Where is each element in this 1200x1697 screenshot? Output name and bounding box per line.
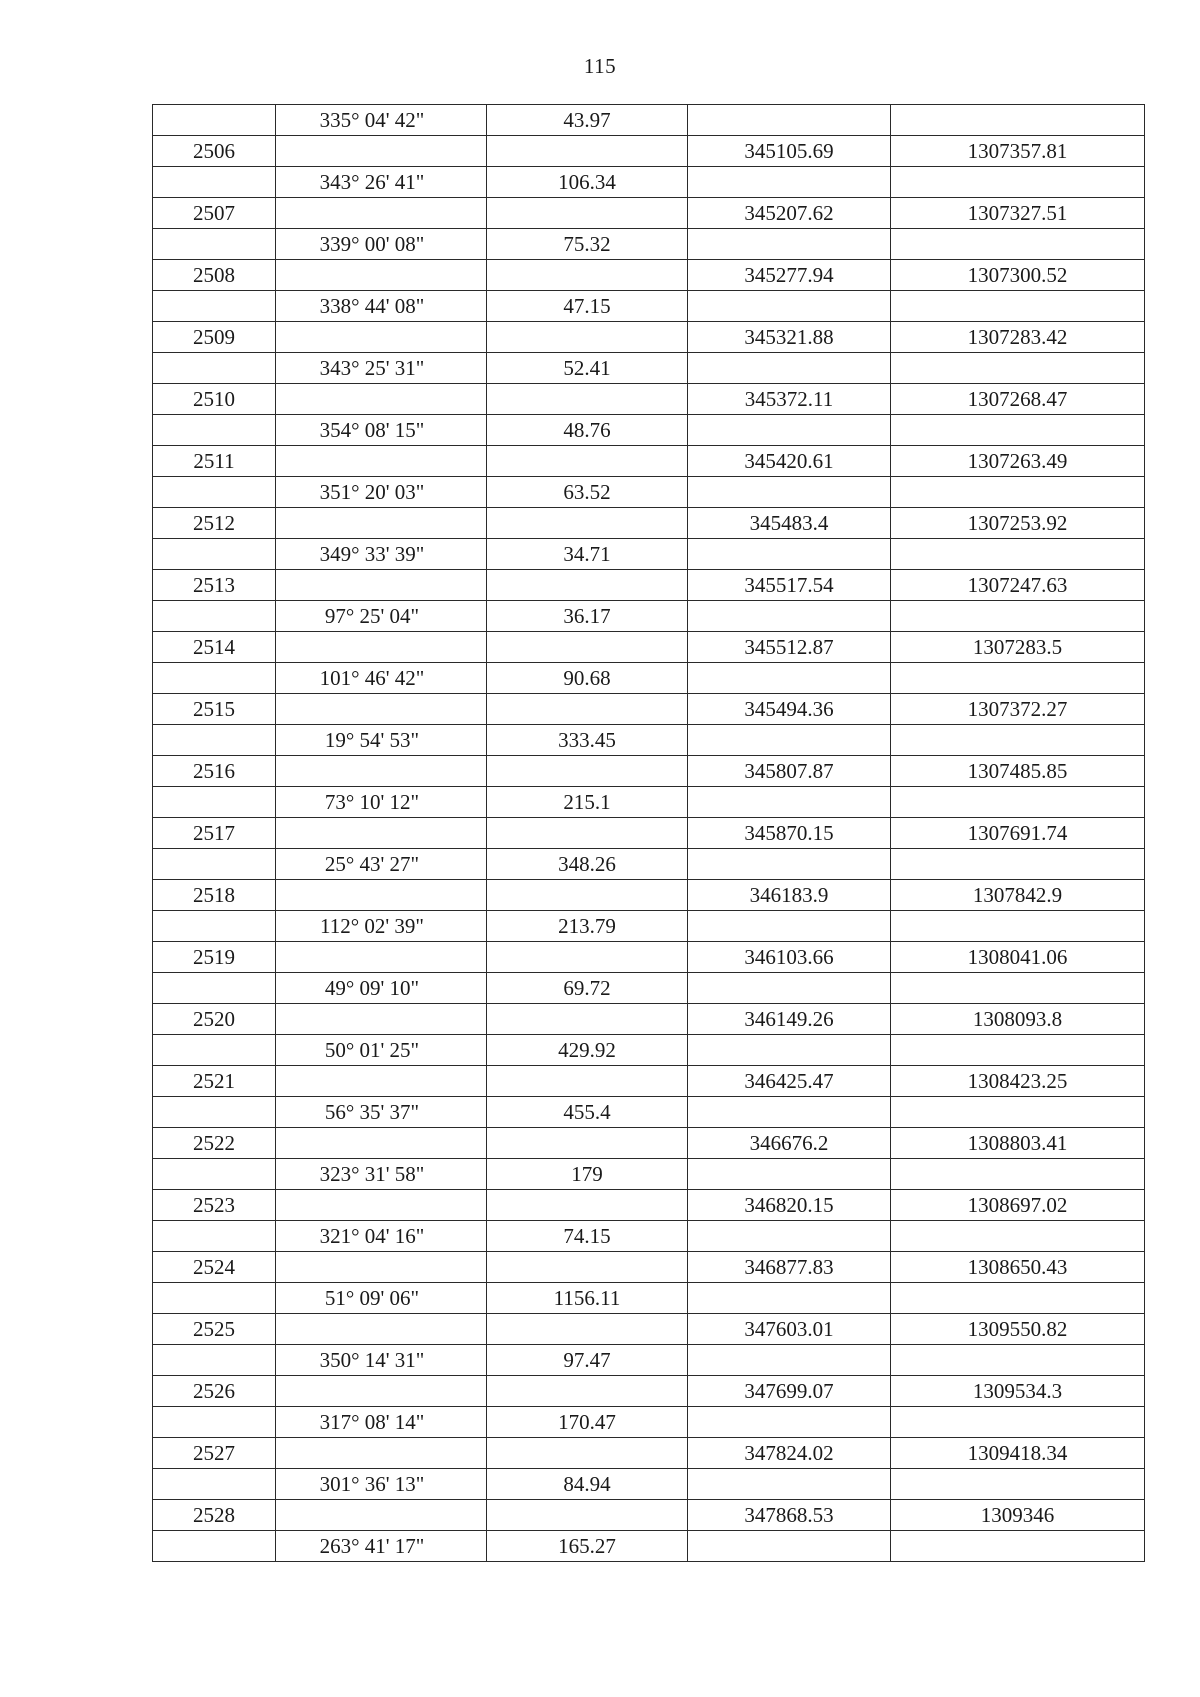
distance-cell: 213.79: [487, 911, 688, 942]
northing-cell: 1308093.8: [891, 1004, 1145, 1035]
bearing-cell: 263° 41' 17": [276, 1531, 487, 1562]
bearing-cell: 323° 31' 58": [276, 1159, 487, 1190]
station-cell: 2514: [153, 632, 276, 663]
bearing-cell: [276, 446, 487, 477]
bearing-cell: 339° 00' 08": [276, 229, 487, 260]
station-cell: 2521: [153, 1066, 276, 1097]
bearing-cell: [276, 1128, 487, 1159]
station-cell: 2527: [153, 1438, 276, 1469]
northing-cell: 1307247.63: [891, 570, 1145, 601]
leg-row: [153, 1159, 1145, 1190]
distance-cell: 179: [487, 1159, 688, 1190]
easting-cell: [688, 663, 891, 694]
station-cell: [153, 725, 276, 756]
leg-row: [153, 539, 1145, 570]
station-cell: 2506: [153, 136, 276, 167]
bearing-cell: 97° 25' 04": [276, 601, 487, 632]
northing-cell: [891, 1159, 1145, 1190]
distance-cell: 455.4: [487, 1097, 688, 1128]
station-row: [153, 1314, 1145, 1345]
easting-cell: 345277.94: [688, 260, 891, 291]
northing-cell: [891, 663, 1145, 694]
distance-cell: [487, 632, 688, 663]
bearing-cell: 351° 20' 03": [276, 477, 487, 508]
bearing-cell: [276, 384, 487, 415]
easting-cell: [688, 1097, 891, 1128]
northing-cell: [891, 1531, 1145, 1562]
distance-cell: [487, 1066, 688, 1097]
station-row: [153, 1004, 1145, 1035]
station-row: [153, 1190, 1145, 1221]
easting-cell: 345807.87: [688, 756, 891, 787]
bearing-cell: [276, 1066, 487, 1097]
northing-cell: 1307253.92: [891, 508, 1145, 539]
distance-cell: [487, 1004, 688, 1035]
bearing-cell: 338° 44' 08": [276, 291, 487, 322]
easting-cell: 345494.36: [688, 694, 891, 725]
station-cell: 2524: [153, 1252, 276, 1283]
station-cell: [153, 1097, 276, 1128]
station-row: [153, 1066, 1145, 1097]
easting-cell: [688, 601, 891, 632]
distance-cell: [487, 1128, 688, 1159]
station-cell: 2515: [153, 694, 276, 725]
station-row: [153, 942, 1145, 973]
leg-row: [153, 725, 1145, 756]
northing-cell: 1307283.42: [891, 322, 1145, 353]
bearing-cell: 343° 25' 31": [276, 353, 487, 384]
bearing-cell: 50° 01' 25": [276, 1035, 487, 1066]
distance-cell: 429.92: [487, 1035, 688, 1066]
leg-row: [153, 1469, 1145, 1500]
station-cell: 2522: [153, 1128, 276, 1159]
bearing-cell: [276, 818, 487, 849]
distance-cell: [487, 136, 688, 167]
northing-cell: [891, 911, 1145, 942]
station-cell: 2513: [153, 570, 276, 601]
easting-cell: 345517.54: [688, 570, 891, 601]
bearing-cell: [276, 1314, 487, 1345]
distance-cell: 69.72: [487, 973, 688, 1004]
northing-cell: [891, 291, 1145, 322]
distance-cell: 36.17: [487, 601, 688, 632]
station-row: [153, 446, 1145, 477]
easting-cell: 347603.01: [688, 1314, 891, 1345]
station-row: [153, 136, 1145, 167]
station-row: [153, 1500, 1145, 1531]
easting-cell: 345372.11: [688, 384, 891, 415]
easting-cell: [688, 1469, 891, 1500]
station-cell: 2510: [153, 384, 276, 415]
northing-cell: 1307842.9: [891, 880, 1145, 911]
leg-row: [153, 787, 1145, 818]
leg-row: [153, 1407, 1145, 1438]
bearing-cell: [276, 1190, 487, 1221]
easting-cell: [688, 787, 891, 818]
station-row: [153, 756, 1145, 787]
bearing-cell: 49° 09' 10": [276, 973, 487, 1004]
northing-cell: [891, 1035, 1145, 1066]
distance-cell: [487, 446, 688, 477]
station-row: [153, 1438, 1145, 1469]
distance-cell: 43.97: [487, 105, 688, 136]
northing-cell: 1308041.06: [891, 942, 1145, 973]
station-row: [153, 694, 1145, 725]
bearing-cell: [276, 942, 487, 973]
distance-cell: 170.47: [487, 1407, 688, 1438]
station-cell: [153, 1035, 276, 1066]
distance-cell: 63.52: [487, 477, 688, 508]
distance-cell: 348.26: [487, 849, 688, 880]
station-cell: [153, 477, 276, 508]
easting-cell: 346183.9: [688, 880, 891, 911]
leg-row: [153, 415, 1145, 446]
station-row: [153, 384, 1145, 415]
easting-cell: [688, 849, 891, 880]
distance-cell: [487, 570, 688, 601]
northing-cell: 1309534.3: [891, 1376, 1145, 1407]
station-row: [153, 1128, 1145, 1159]
bearing-cell: 349° 33' 39": [276, 539, 487, 570]
distance-cell: [487, 1190, 688, 1221]
easting-cell: [688, 167, 891, 198]
bearing-cell: 51° 09' 06": [276, 1283, 487, 1314]
station-cell: [153, 1221, 276, 1252]
easting-cell: [688, 539, 891, 570]
distance-cell: [487, 260, 688, 291]
leg-row: [153, 1531, 1145, 1562]
easting-cell: [688, 1283, 891, 1314]
leg-row: [153, 1283, 1145, 1314]
easting-cell: 345420.61: [688, 446, 891, 477]
distance-cell: [487, 818, 688, 849]
distance-cell: 165.27: [487, 1531, 688, 1562]
bearing-cell: [276, 880, 487, 911]
distance-cell: [487, 508, 688, 539]
station-cell: 2507: [153, 198, 276, 229]
northing-cell: 1307300.52: [891, 260, 1145, 291]
distance-cell: 84.94: [487, 1469, 688, 1500]
northing-cell: [891, 973, 1145, 1004]
bearing-cell: [276, 570, 487, 601]
northing-cell: 1309550.82: [891, 1314, 1145, 1345]
easting-cell: 347824.02: [688, 1438, 891, 1469]
distance-cell: [487, 384, 688, 415]
northing-cell: [891, 353, 1145, 384]
northing-cell: [891, 601, 1145, 632]
easting-cell: [688, 105, 891, 136]
distance-cell: 215.1: [487, 787, 688, 818]
distance-cell: [487, 880, 688, 911]
easting-cell: 347699.07: [688, 1376, 891, 1407]
easting-cell: 345321.88: [688, 322, 891, 353]
northing-cell: [891, 1283, 1145, 1314]
easting-cell: 347868.53: [688, 1500, 891, 1531]
station-row: [153, 818, 1145, 849]
bearing-cell: 350° 14' 31": [276, 1345, 487, 1376]
distance-cell: [487, 1314, 688, 1345]
distance-cell: [487, 1252, 688, 1283]
station-row: [153, 570, 1145, 601]
leg-row: [153, 353, 1145, 384]
leg-row: [153, 911, 1145, 942]
bearing-cell: [276, 1004, 487, 1035]
easting-cell: 346877.83: [688, 1252, 891, 1283]
distance-cell: 47.15: [487, 291, 688, 322]
easting-cell: [688, 1035, 891, 1066]
northing-cell: [891, 1097, 1145, 1128]
distance-cell: [487, 1438, 688, 1469]
northing-cell: 1308423.25: [891, 1066, 1145, 1097]
northing-cell: [891, 539, 1145, 570]
station-row: [153, 260, 1145, 291]
leg-row: [153, 663, 1145, 694]
bearing-cell: [276, 508, 487, 539]
bearing-cell: [276, 694, 487, 725]
easting-cell: 345105.69: [688, 136, 891, 167]
northing-cell: 1307485.85: [891, 756, 1145, 787]
distance-cell: [487, 942, 688, 973]
distance-cell: [487, 198, 688, 229]
distance-cell: [487, 756, 688, 787]
leg-row: [153, 849, 1145, 880]
easting-cell: 345207.62: [688, 198, 891, 229]
easting-cell: 346149.26: [688, 1004, 891, 1035]
northing-cell: 1309418.34: [891, 1438, 1145, 1469]
station-cell: [153, 291, 276, 322]
easting-cell: [688, 911, 891, 942]
leg-row: [153, 1221, 1145, 1252]
station-cell: [153, 1469, 276, 1500]
station-cell: 2526: [153, 1376, 276, 1407]
northing-cell: [891, 1469, 1145, 1500]
station-cell: 2519: [153, 942, 276, 973]
northing-cell: [891, 167, 1145, 198]
bearing-cell: [276, 322, 487, 353]
station-cell: 2528: [153, 1500, 276, 1531]
station-cell: 2511: [153, 446, 276, 477]
station-cell: [153, 1283, 276, 1314]
station-cell: [153, 229, 276, 260]
leg-row: [153, 229, 1145, 260]
station-cell: 2508: [153, 260, 276, 291]
bearing-cell: 25° 43' 27": [276, 849, 487, 880]
bearing-cell: 317° 08' 14": [276, 1407, 487, 1438]
station-row: [153, 632, 1145, 663]
northing-cell: 1307283.5: [891, 632, 1145, 663]
leg-row: [153, 973, 1145, 1004]
bearing-cell: 19° 54' 53": [276, 725, 487, 756]
northing-cell: 1307357.81: [891, 136, 1145, 167]
easting-cell: [688, 477, 891, 508]
northing-cell: 1307263.49: [891, 446, 1145, 477]
bearing-cell: [276, 1500, 487, 1531]
station-cell: [153, 663, 276, 694]
bearing-cell: [276, 136, 487, 167]
easting-cell: [688, 353, 891, 384]
northing-cell: [891, 725, 1145, 756]
distance-cell: [487, 1500, 688, 1531]
northing-cell: [891, 477, 1145, 508]
easting-cell: 345870.15: [688, 818, 891, 849]
northing-cell: [891, 1345, 1145, 1376]
easting-cell: [688, 1407, 891, 1438]
easting-cell: [688, 1345, 891, 1376]
station-cell: 2512: [153, 508, 276, 539]
station-cell: 2520: [153, 1004, 276, 1035]
bearing-cell: 101° 46' 42": [276, 663, 487, 694]
bearing-cell: [276, 1376, 487, 1407]
leg-row: [153, 601, 1145, 632]
northing-cell: [891, 415, 1145, 446]
station-cell: [153, 601, 276, 632]
station-cell: [153, 849, 276, 880]
northing-cell: [891, 229, 1145, 260]
bearing-cell: 301° 36' 13": [276, 1469, 487, 1500]
leg-row: [153, 1035, 1145, 1066]
station-cell: [153, 1531, 276, 1562]
station-cell: [153, 539, 276, 570]
northing-cell: 1307327.51: [891, 198, 1145, 229]
bearing-cell: 354° 08' 15": [276, 415, 487, 446]
bearing-cell: [276, 1252, 487, 1283]
distance-cell: 1156.11: [487, 1283, 688, 1314]
station-cell: 2517: [153, 818, 276, 849]
easting-cell: [688, 1531, 891, 1562]
distance-cell: 90.68: [487, 663, 688, 694]
bearing-cell: [276, 632, 487, 663]
station-cell: [153, 911, 276, 942]
distance-cell: 97.47: [487, 1345, 688, 1376]
leg-row: [153, 291, 1145, 322]
leg-row: [153, 477, 1145, 508]
northing-cell: [891, 1407, 1145, 1438]
station-cell: 2523: [153, 1190, 276, 1221]
station-cell: [153, 973, 276, 1004]
northing-cell: 1308697.02: [891, 1190, 1145, 1221]
bearing-cell: 321° 04' 16": [276, 1221, 487, 1252]
station-cell: [153, 787, 276, 818]
distance-cell: [487, 1376, 688, 1407]
station-row: [153, 322, 1145, 353]
distance-cell: 75.32: [487, 229, 688, 260]
northing-cell: [891, 105, 1145, 136]
easting-cell: 346820.15: [688, 1190, 891, 1221]
distance-cell: 333.45: [487, 725, 688, 756]
bearing-cell: [276, 198, 487, 229]
station-row: [153, 198, 1145, 229]
station-cell: [153, 415, 276, 446]
distance-cell: 74.15: [487, 1221, 688, 1252]
leg-row: [153, 1097, 1145, 1128]
northing-cell: [891, 849, 1145, 880]
station-cell: [153, 1345, 276, 1376]
bearing-cell: [276, 260, 487, 291]
station-cell: [153, 167, 276, 198]
distance-cell: 34.71: [487, 539, 688, 570]
northing-cell: 1308803.41: [891, 1128, 1145, 1159]
easting-cell: [688, 229, 891, 260]
easting-cell: [688, 973, 891, 1004]
easting-cell: 345483.4: [688, 508, 891, 539]
bearing-cell: 56° 35' 37": [276, 1097, 487, 1128]
station-cell: 2516: [153, 756, 276, 787]
station-cell: 2525: [153, 1314, 276, 1345]
survey-table-body: [153, 105, 1145, 1562]
station-row: [153, 508, 1145, 539]
distance-cell: 52.41: [487, 353, 688, 384]
survey-traverse-table: [152, 104, 1145, 1562]
easting-cell: [688, 291, 891, 322]
easting-cell: [688, 415, 891, 446]
distance-cell: 48.76: [487, 415, 688, 446]
leg-row: [153, 1345, 1145, 1376]
northing-cell: 1308650.43: [891, 1252, 1145, 1283]
station-cell: [153, 1407, 276, 1438]
station-cell: [153, 105, 276, 136]
leg-row: [153, 167, 1145, 198]
easting-cell: [688, 725, 891, 756]
northing-cell: 1307691.74: [891, 818, 1145, 849]
bearing-cell: 335° 04' 42": [276, 105, 487, 136]
bearing-cell: 112° 02' 39": [276, 911, 487, 942]
bearing-cell: 73° 10' 12": [276, 787, 487, 818]
page-number: 115: [583, 54, 617, 78]
easting-cell: 346103.66: [688, 942, 891, 973]
northing-cell: [891, 1221, 1145, 1252]
station-cell: [153, 1159, 276, 1190]
bearing-cell: 343° 26' 41": [276, 167, 487, 198]
station-cell: 2509: [153, 322, 276, 353]
bearing-cell: [276, 756, 487, 787]
easting-cell: 346425.47: [688, 1066, 891, 1097]
distance-cell: 106.34: [487, 167, 688, 198]
distance-cell: [487, 694, 688, 725]
station-cell: [153, 353, 276, 384]
bearing-cell: [276, 1438, 487, 1469]
station-row: [153, 1376, 1145, 1407]
easting-cell: 346676.2: [688, 1128, 891, 1159]
northing-cell: 1307268.47: [891, 384, 1145, 415]
northing-cell: [891, 787, 1145, 818]
station-cell: 2518: [153, 880, 276, 911]
northing-cell: 1309346: [891, 1500, 1145, 1531]
station-row: [153, 880, 1145, 911]
distance-cell: [487, 322, 688, 353]
easting-cell: 345512.87: [688, 632, 891, 663]
station-row: [153, 1252, 1145, 1283]
northing-cell: 1307372.27: [891, 694, 1145, 725]
easting-cell: [688, 1159, 891, 1190]
leg-row: [153, 105, 1145, 136]
easting-cell: [688, 1221, 891, 1252]
